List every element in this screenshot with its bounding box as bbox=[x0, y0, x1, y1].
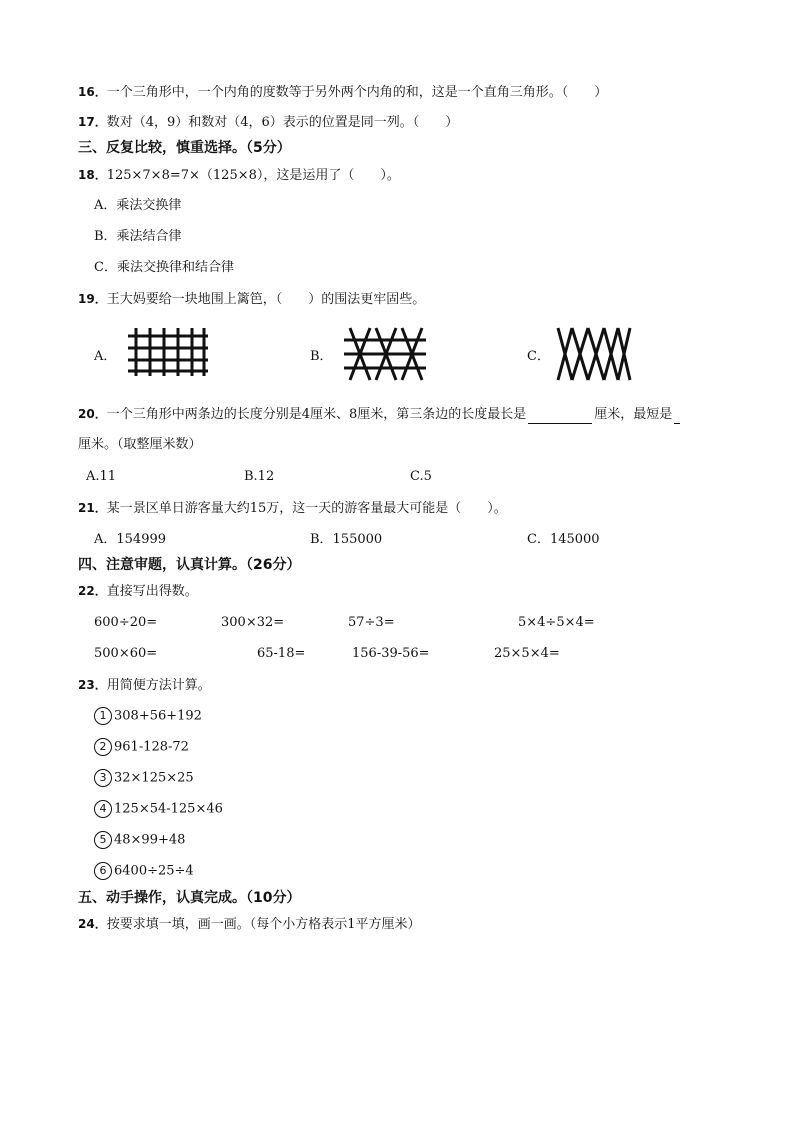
calc-item: 156-39-56= bbox=[352, 646, 430, 661]
circled-number: 2 bbox=[94, 738, 112, 756]
question-number: 19． bbox=[78, 292, 107, 306]
section-4-heading: 四、注意审题，认真计算。（26分） bbox=[78, 557, 301, 573]
expression: 6400÷25÷4 bbox=[114, 863, 194, 879]
calc-item: 300×32= bbox=[221, 615, 285, 630]
question-20-continuation: 厘米。（取整厘米数） bbox=[78, 437, 202, 452]
option-a[interactable]: A．154999 bbox=[94, 532, 167, 547]
option-a[interactable]: A.11 bbox=[86, 469, 117, 484]
question-17 bbox=[78, 113, 458, 132]
question-number: 24． bbox=[78, 917, 107, 931]
section-5-heading: 五、动手操作，认真完成。（10分） bbox=[78, 890, 301, 906]
circled-number: 4 bbox=[94, 800, 112, 818]
section-3-heading: 三、反复比较，慎重选择。（5分） bbox=[78, 140, 291, 156]
question-text-part-1: 一个三角形中两条边的长度分别是4厘米、8厘米，第三条边的长度最长是 bbox=[106, 407, 527, 422]
question-text: 王大妈要给一块地围上篱笆，（ ）的围法更牢固些。 bbox=[106, 292, 426, 307]
question-text: 数对（4，9）和数对（4，6）表示的位置是同一列。（ ） bbox=[106, 115, 459, 130]
question-23 bbox=[78, 676, 211, 695]
expression: 32×125×25 bbox=[114, 770, 194, 786]
fence-cross-with-rails-image[interactable] bbox=[340, 326, 428, 382]
circled-number: 5 bbox=[94, 831, 112, 849]
circled-number: 1 bbox=[94, 707, 112, 725]
circled-number: 3 bbox=[94, 769, 112, 787]
expression: 961-128-72 bbox=[114, 739, 189, 755]
expression: 48×99+48 bbox=[114, 832, 186, 848]
expression: 125×54-125×46 bbox=[114, 801, 223, 817]
option-b[interactable]: B．155000 bbox=[310, 532, 383, 547]
simplify-item bbox=[94, 831, 185, 850]
question-24 bbox=[78, 915, 420, 934]
answer-blank-longest[interactable] bbox=[528, 409, 592, 424]
simplify-item bbox=[94, 862, 194, 881]
calc-item: 600÷20= bbox=[94, 615, 158, 630]
question-number: 17． bbox=[78, 115, 107, 129]
simplify-item bbox=[94, 769, 194, 788]
option-c[interactable]: C．乘法交换律和结合律 bbox=[94, 260, 234, 275]
simplify-item bbox=[94, 707, 202, 726]
question-20 bbox=[78, 405, 682, 424]
question-18 bbox=[78, 166, 400, 185]
question-text-part-2: 厘米，最短是 bbox=[594, 407, 673, 422]
option-a-label[interactable]: A． bbox=[94, 349, 117, 364]
question-text: 用简便方法计算。 bbox=[106, 678, 211, 693]
question-16 bbox=[78, 83, 607, 102]
fence-grid-image[interactable] bbox=[124, 326, 208, 378]
calc-item: 500×60= bbox=[94, 646, 158, 661]
question-number: 21． bbox=[78, 501, 107, 515]
calc-item: 25×5×4= bbox=[494, 646, 560, 661]
question-text: 125×7×8=7×（125×8），这是运用了（ ）。 bbox=[106, 168, 400, 183]
option-b[interactable]: B.12 bbox=[244, 469, 275, 484]
calc-item: 57÷3= bbox=[348, 615, 395, 630]
question-text: 某一景区单日游客量大约15万，这一天的游客量最大可能是（ ）。 bbox=[106, 501, 507, 516]
fence-lattice-image[interactable] bbox=[554, 326, 634, 382]
expression: 308+56+192 bbox=[114, 708, 202, 724]
question-21 bbox=[78, 499, 507, 518]
question-number: 18． bbox=[78, 168, 107, 182]
question-text: 一个三角形中，一个内角的度数等于另外两个内角的和，这是一个直角三角形。（ ） bbox=[106, 85, 608, 100]
circled-number: 6 bbox=[94, 862, 112, 880]
option-a[interactable]: A．乘法交换律 bbox=[94, 198, 182, 213]
question-22 bbox=[78, 582, 198, 601]
option-b[interactable]: B．乘法结合律 bbox=[94, 229, 182, 244]
calc-item: 5×4÷5×4= bbox=[518, 615, 595, 630]
option-c-label[interactable]: C． bbox=[527, 349, 550, 364]
answer-blank-shortest[interactable] bbox=[674, 409, 680, 424]
simplify-item bbox=[94, 800, 223, 819]
option-b-label[interactable]: B． bbox=[310, 349, 333, 364]
question-number: 22． bbox=[78, 584, 107, 598]
question-text: 按要求填一填，画一画。（每个小方格表示1平方厘米） bbox=[106, 917, 421, 932]
calc-item: 65-18= bbox=[257, 646, 306, 661]
question-text: 直接写出得数。 bbox=[106, 584, 198, 599]
question-number: 23． bbox=[78, 678, 107, 692]
question-number: 20． bbox=[78, 407, 107, 421]
option-c[interactable]: C．145000 bbox=[527, 532, 600, 547]
simplify-item bbox=[94, 738, 189, 757]
option-c[interactable]: C.5 bbox=[410, 469, 432, 484]
question-19 bbox=[78, 290, 425, 309]
question-number: 16． bbox=[78, 85, 107, 99]
